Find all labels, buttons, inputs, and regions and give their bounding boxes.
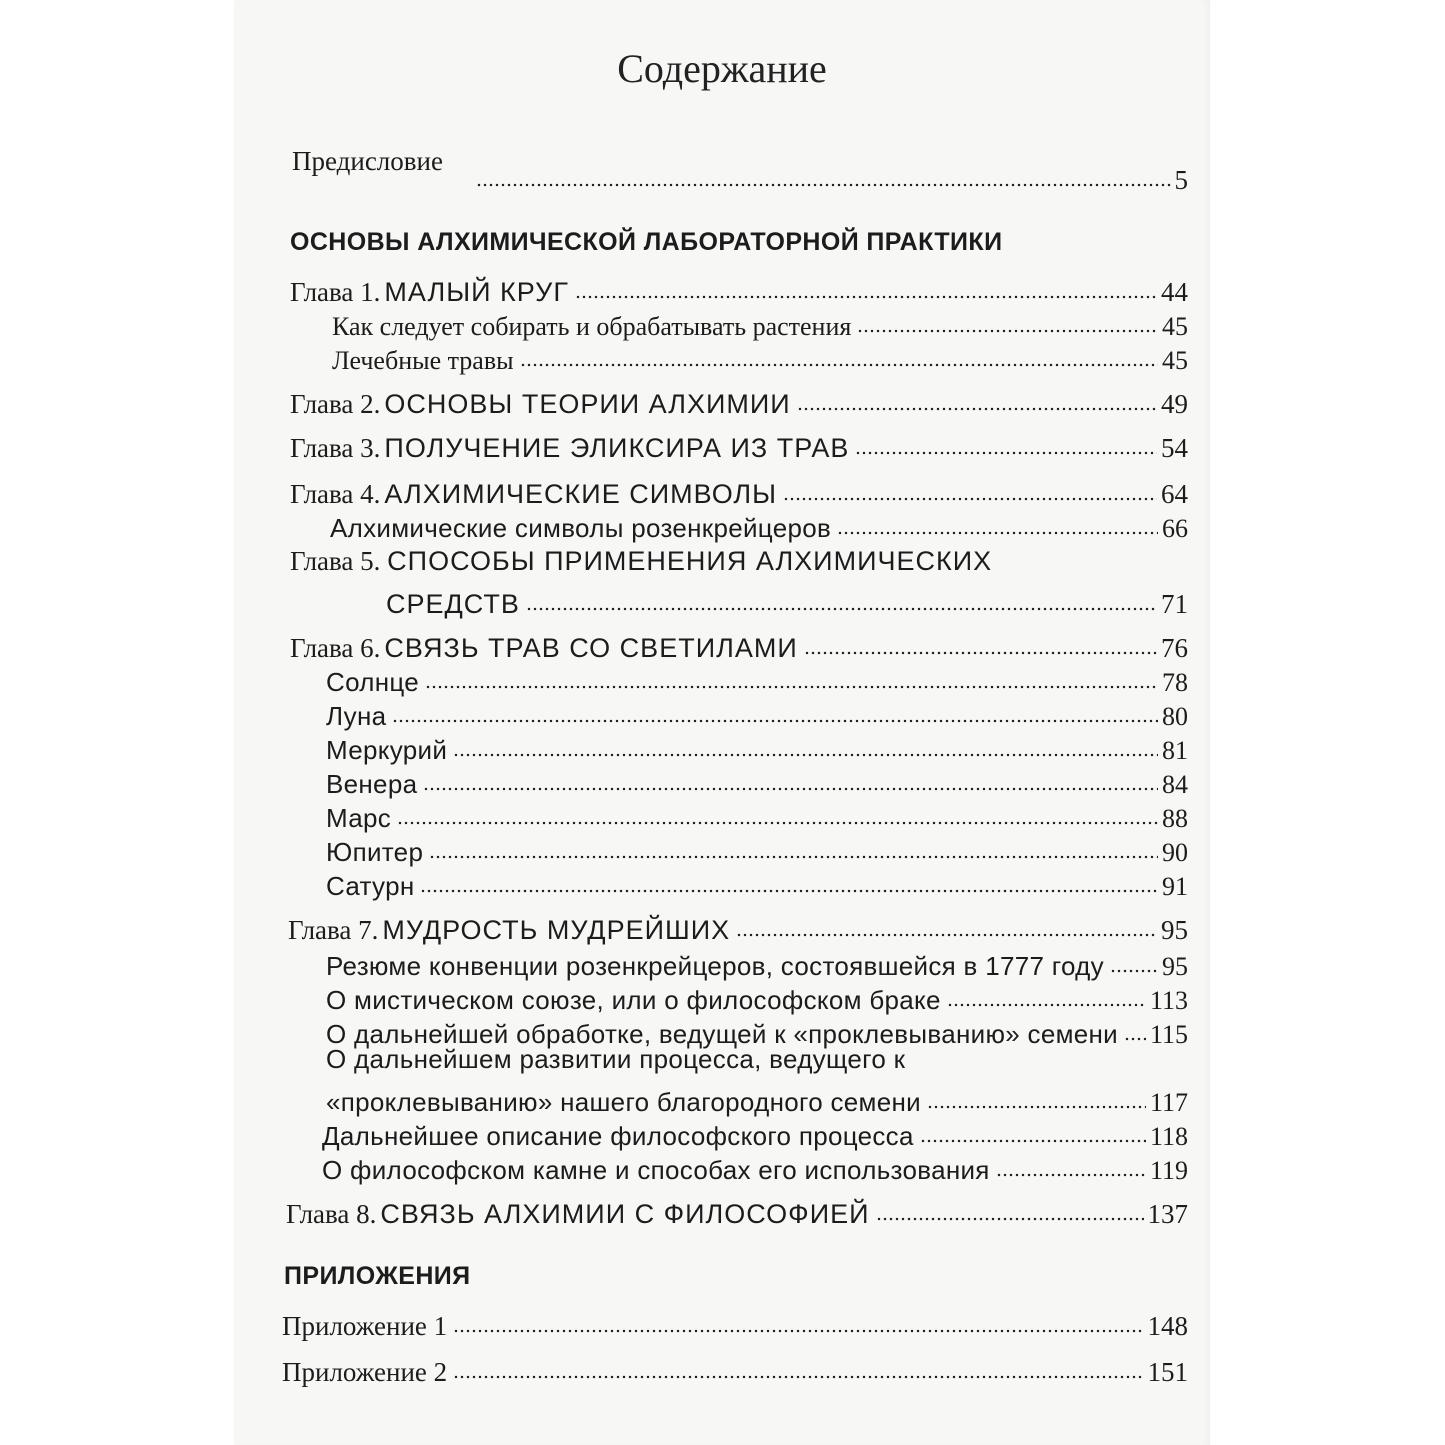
leader-dots [855,449,1157,457]
toc-subentry [326,832,1188,868]
leader-dots [425,683,1158,691]
book-page [234,0,1210,1445]
page-number: 64 [1161,479,1188,509]
subentry-title: Дальнейшее описание философского процесса [322,1121,914,1151]
page-number: 81 [1162,736,1188,765]
toc-entry-chapter-4 [290,474,1188,510]
leader-dots [783,495,1157,503]
leader-dots [804,649,1157,657]
toc-subentry [332,306,1188,342]
subentry-title: О философском камне и способах его использования [322,1155,990,1185]
leader-dots [797,405,1157,413]
leader-dots [736,931,1157,939]
page-title: Содержание [617,46,827,91]
leader-dots [1124,1035,1146,1043]
toc-subentry [326,696,1188,732]
page-number: 54 [1161,433,1188,463]
leader-dots [876,1215,1144,1223]
page-number: 88 [1162,804,1188,833]
page-number: 45 [1162,312,1188,341]
toc-subentry [326,662,1188,698]
page-number: 44 [1161,277,1188,307]
toc-entry-preface [470,160,1188,196]
leader-dots [420,887,1158,895]
leader-dots [857,327,1158,335]
chapter-title: СВЯЗЬ АЛХИМИИ С ФИЛОСОФИЕЙ [380,1199,870,1229]
page-number: 84 [1162,770,1188,799]
subentry-title: Сатурн [326,871,415,901]
appendix-title: Приложение 2 [282,1357,448,1387]
page-number: 66 [1162,514,1188,543]
chapter-title: МАЛЫЙ КРУГ [384,277,569,307]
chapter-title: АЛХИМИЧЕСКИЕ СИМВОЛЫ [384,479,778,509]
page-number: 151 [1147,1357,1188,1387]
page-number: 95 [1161,915,1188,945]
toc-subentry [330,508,1188,544]
page-number: 5 [1174,165,1188,195]
page-number: 80 [1162,702,1188,731]
chapter-prefix: Глава 1. [290,277,381,307]
chapter-prefix: Глава 3. [290,433,381,463]
chapter-prefix: Глава 8. [286,1199,377,1229]
page-number: 76 [1161,633,1188,663]
subentry-title: Как следует собирать и обрабатывать растения [332,312,852,341]
subentry-title: Солнце [326,667,420,697]
leader-dots [397,819,1158,827]
page-number: 91 [1162,872,1188,901]
subentry-title: Юпитер [326,837,424,867]
page-number: 118 [1149,1122,1188,1151]
chapter-prefix: Глава 2. [290,389,381,419]
subentry-title: Лечебные травы [332,346,514,375]
toc-subentry [326,866,1188,902]
leader-dots [947,1001,1146,1009]
subentry-title: Венера [326,769,418,799]
subentry-title: О мистическом союзе, или о философском браке [326,985,941,1015]
page-number: 119 [1149,1156,1188,1185]
toc-entry-chapter-1 [290,272,1188,308]
leader-dots [526,605,1157,613]
page-number: 78 [1162,668,1188,697]
toc-subentry [326,764,1188,800]
chapter-title: СПОСОБЫ ПРИМЕНЕНИЯ АЛХИМИЧЕСКИХ [387,546,993,576]
page-number: 117 [1149,1088,1188,1117]
page-number: 45 [1162,346,1188,375]
toc-entry-chapter-8 [286,1194,1188,1230]
chapter-prefix: Глава 5. [290,546,381,576]
toc-entry-preface-label: Предисловие [292,146,443,176]
toc-entry-appendix-1 [282,1306,1188,1342]
toc-entry-chapter-3 [290,428,1188,464]
page-number: 90 [1162,838,1188,867]
page-number: 95 [1162,952,1188,981]
subentry-title: Марс [326,803,392,833]
leader-dots [996,1171,1146,1179]
subentry-title: Луна [326,701,387,731]
chapter-prefix: Глава 6. [290,633,381,663]
toc-subentry [326,730,1188,766]
subentry-title: О дальнейшей обработке, ведущей к «проклевыванию» семени [326,1019,1119,1049]
subentry-title: Алхимические символы розенкрейцеров [330,513,832,543]
leader-dots [575,293,1157,301]
section-heading-lab-practice: ОСНОВЫ АЛХИМИЧЕСКОЙ ЛАБОРАТОРНОЙ ПРАКТИКИ [290,228,1003,256]
leader-dots [927,1103,1146,1111]
page-number: 115 [1149,1020,1188,1049]
page-number: 148 [1147,1311,1188,1341]
leader-dots [520,361,1158,369]
toc-subentry [322,1150,1188,1186]
page-number: 71 [1161,589,1188,619]
toc-entry-chapter-6 [290,628,1188,664]
chapter-prefix: Глава 4. [290,479,381,509]
toc-subentry-line1: О дальнейшем развитии процесса, ведущего к [326,1044,906,1074]
leader-dots [476,181,1171,189]
chapter-title: ОСНОВЫ ТЕОРИИ АЛХИМИИ [384,389,791,419]
toc-subentry [332,340,1188,376]
toc-subentry [326,946,1188,982]
leader-dots [453,1327,1143,1335]
toc-entry-chapter-5 [386,584,1188,620]
chapter-prefix: Глава 7. [288,915,379,945]
toc-entry-chapter-5-line1 [290,546,992,577]
toc-subentry [326,798,1188,834]
page-number: 49 [1161,389,1188,419]
subentry-title: «проклевыванию» нашего благородного семени [326,1087,921,1117]
leader-dots [920,1137,1146,1145]
appendix-title: Приложение 1 [282,1311,448,1341]
chapter-title-continued: СРЕДСТВ [386,589,520,619]
subentry-title: Резюме конвенции розенкрейцеров, состоявшейся в 1777 году [326,951,1104,981]
chapter-title: СВЯЗЬ ТРАВ СО СВЕТИЛАМИ [384,633,798,663]
leader-dots [423,785,1158,793]
toc-subentry [326,1082,1188,1118]
page-number: 113 [1149,986,1188,1015]
section-heading-appendices: ПРИЛОЖЕНИЯ [284,1262,471,1290]
page-number: 137 [1147,1199,1188,1229]
chapter-title: МУДРОСТЬ МУДРЕЙШИХ [382,915,731,945]
leader-dots [453,1373,1143,1381]
leader-dots [429,853,1158,861]
toc-entry-appendix-2 [282,1352,1188,1388]
chapter-title: ПОЛУЧЕНИЕ ЭЛИКСИРА ИЗ ТРАВ [384,433,850,463]
subentry-title: Меркурий [326,735,448,765]
leader-dots [1110,967,1158,975]
toc-subentry [326,980,1188,1016]
toc-entry-chapter-7 [288,910,1188,946]
leader-dots [453,751,1158,759]
leader-dots [837,529,1158,537]
leader-dots [392,717,1158,725]
toc-entry-chapter-2 [290,384,1188,420]
toc-subentry [322,1116,1188,1152]
